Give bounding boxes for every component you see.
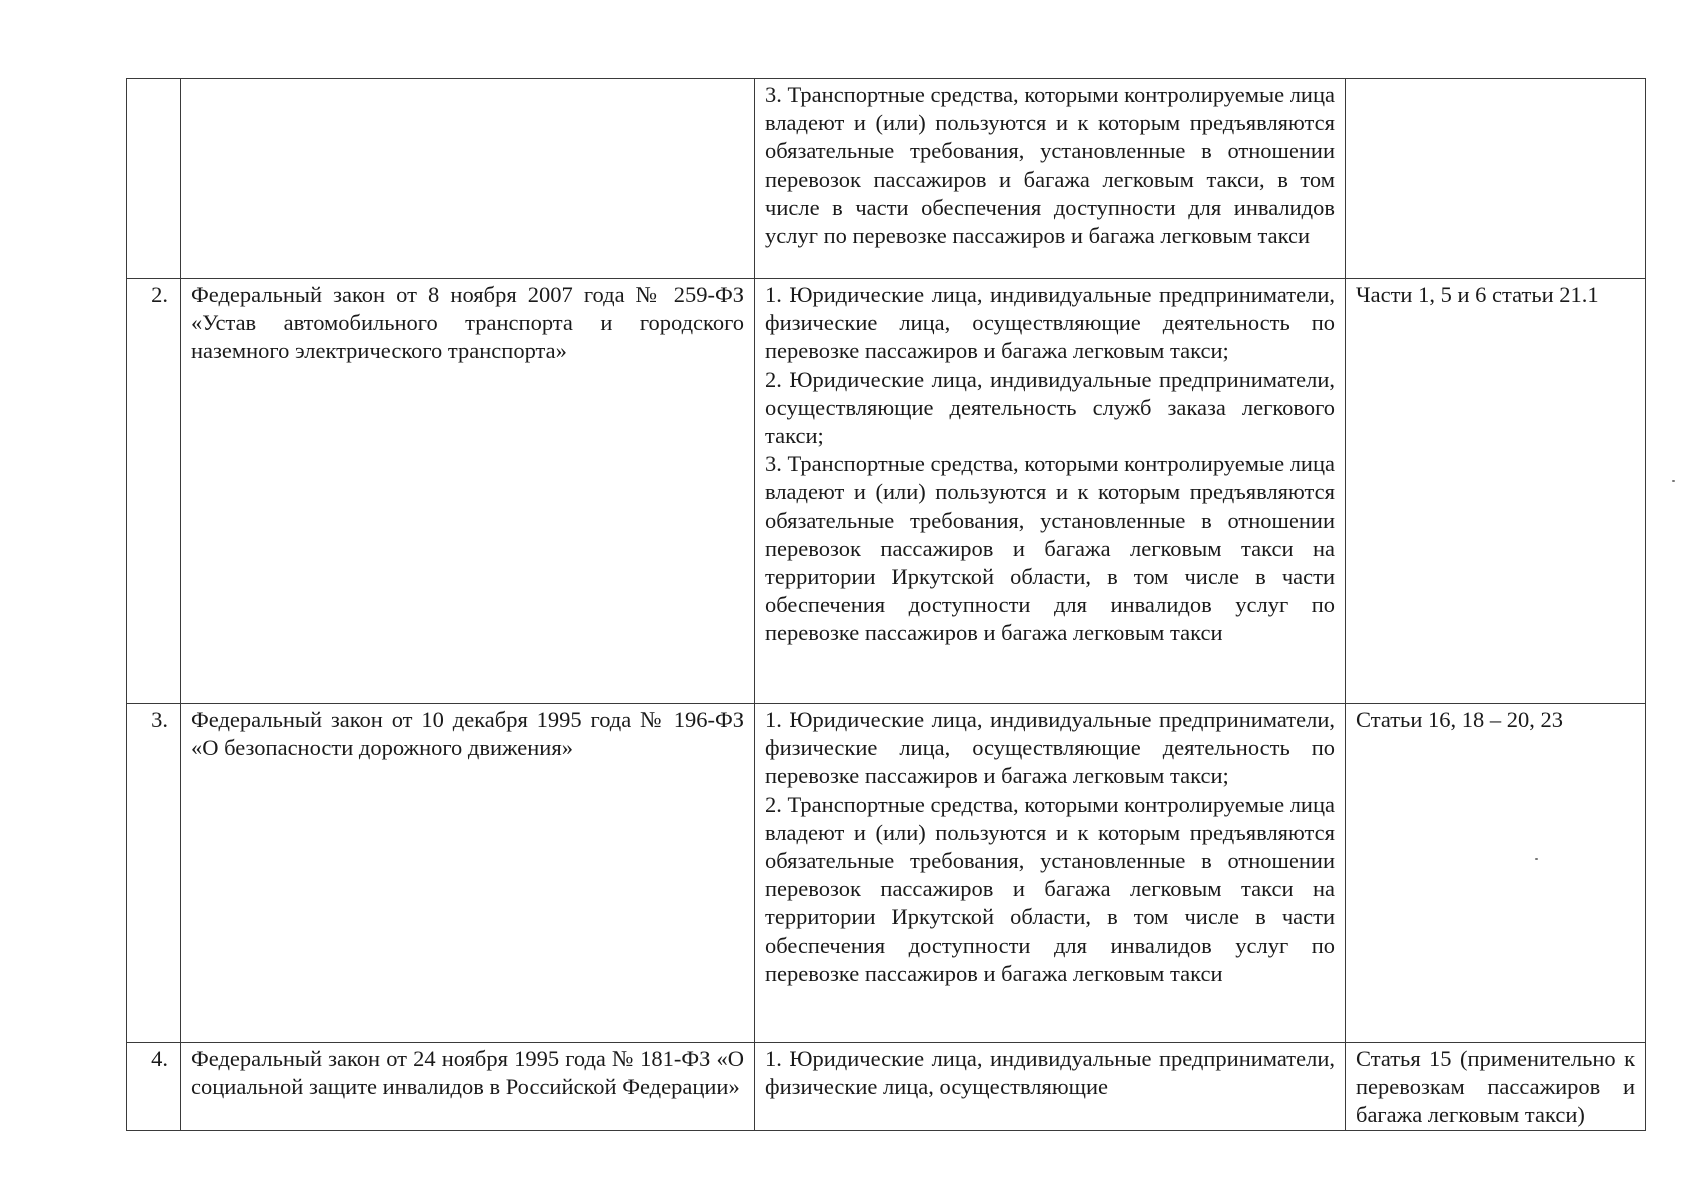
row-number: 4. [127, 1043, 181, 1131]
subject-paragraph: 2. Юридические лица, индивидуальные предприниматели, осуществляющие деятельность служб заказа легкового такси; [765, 366, 1335, 449]
articles-cell [1346, 1043, 1646, 1131]
subject-paragraph: 1. Юридические лица, индивидуальные предприниматели, физические лица, осуществляющие деятельность по перевозке пассажиров и багажа легковым такси; [765, 282, 1335, 364]
row-number: 2. [127, 279, 181, 704]
subjects-cell [755, 1043, 1346, 1131]
scan-speck [1535, 858, 1538, 860]
articles-cell [1346, 704, 1646, 1043]
subject-paragraph: 1. Юридические лица, индивидуальные предприниматели, физические лица, осуществляющие [765, 1046, 1335, 1100]
table-row [127, 704, 1646, 1043]
subject-paragraph: 3. Транспортные средства, которыми контролируемые лица владеют и (или) пользуются и к которым предъявляются обязательные требования, установленные в отношении перевозок пассажиров и багажа легковым такси, в том числе в части обеспечения доступности для инвалидов услуг по перевозке пассажиров и багажа легковым такси [765, 82, 1335, 249]
law-cell: Федеральный закон от 8 ноября 2007 года № 259-ФЗ «Устав автомобильного транспорта и городского наземного электрического транспорта» [181, 279, 755, 704]
subjects-cell [755, 279, 1346, 704]
table-row [127, 279, 1646, 704]
articles-cell [1346, 79, 1646, 279]
subject-paragraph: 2. Транспортные средства, которыми контролируемые лица владеют и (или) пользуются и к которым предъявляются обязательные требования, установленные в отношении перевозок пассажиров и багажа легковым такси на территории Иркутской области, в том числе в части обеспечения доступности для инвалидов услуг по перевозке пассажиров и багажа легковым такси [765, 791, 1335, 986]
articles-text: Статьи 16, 18 – 20, 23 [1356, 707, 1563, 732]
subject-paragraph: 3. Транспортные средства, которыми контролируемые лица владеют и (или) пользуются и к которым предъявляются обязательные требования, установленные в отношении перевозок пассажиров и багажа легковым такси на территории Иркутской области, в том числе в части обеспечения доступности для инвалидов услуг по перевозке пассажиров и багажа легковым такси [765, 451, 1335, 646]
articles-text: Статья 15 (применительно к перевозкам пассажиров и багажа легковым такси) [1356, 1046, 1635, 1128]
table-row [127, 79, 1646, 279]
subjects-cell [755, 79, 1346, 279]
row-number [127, 79, 181, 279]
law-cell: Федеральный закон от 10 декабря 1995 года № 196-ФЗ «О безопасности дорожного движения» [181, 704, 755, 1043]
scan-speck [1672, 480, 1675, 482]
legal-table [126, 78, 1646, 1131]
articles-text: Части 1, 5 и 6 статьи 21.1 [1356, 282, 1599, 307]
law-cell [181, 79, 755, 279]
law-cell: Федеральный закон от 24 ноября 1995 года № 181-ФЗ «О социальной защите инвалидов в Российской Федерации» [181, 1043, 755, 1131]
subjects-cell [755, 704, 1346, 1043]
subject-paragraph: 1. Юридические лица, индивидуальные предприниматели, физические лица, осуществляющие деятельность по перевозке пассажиров и багажа легковым такси; [765, 707, 1335, 789]
row-number: 3. [127, 704, 181, 1043]
articles-cell [1346, 279, 1646, 704]
table-row [127, 1043, 1646, 1131]
